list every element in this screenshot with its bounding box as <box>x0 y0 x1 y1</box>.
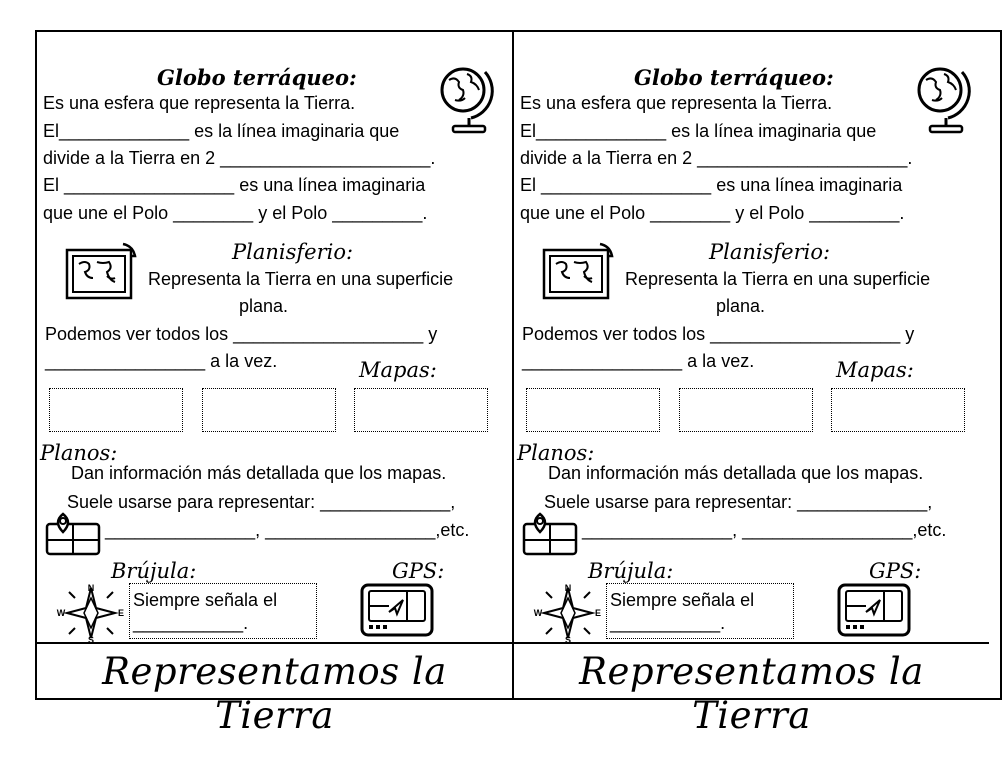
globo-line-3: divide a la Tierra en 2 _____________________. <box>43 148 436 168</box>
mapas-box-3 <box>354 388 488 432</box>
globo-heading: Globo terráqueo: <box>157 65 357 90</box>
gps-device-icon <box>359 582 435 638</box>
planos-line-2: Suele usarse para representar: _____________, <box>544 492 933 512</box>
footer-band <box>37 642 512 737</box>
compass-letter-n: N <box>564 583 572 593</box>
mapas-box-1 <box>49 388 183 432</box>
planisferio-heading: Planisferio: <box>709 240 831 264</box>
planos-heading: Planos: <box>40 441 118 465</box>
planos-line-2: Suele usarse para representar: _____________, <box>67 492 456 512</box>
globo-line-4: El _________________ es una línea imaginaria <box>520 175 903 195</box>
globo-line-5: que une el Polo ________ y el Polo _________. <box>43 203 428 223</box>
compass-letter-n: N <box>87 583 95 593</box>
planisferio-line-4: ________________ a la vez. <box>45 351 278 371</box>
globo-line-5: que une el Polo ________ y el Polo _________. <box>520 203 905 223</box>
mapas-box-1 <box>526 388 660 432</box>
globo-line-2: El_____________ es la línea imaginaria que <box>520 121 877 141</box>
globe-icon <box>435 58 497 140</box>
globo-line-2: El_____________ es la línea imaginaria que <box>43 121 400 141</box>
planos-heading: Planos: <box>517 441 595 465</box>
mapas-box-3 <box>831 388 965 432</box>
compass-icon <box>532 582 604 644</box>
planisferio-heading: Planisferio: <box>232 240 354 264</box>
brujula-line-2: ___________. <box>610 613 726 633</box>
globe-icon <box>912 58 974 140</box>
planisferio-line-1: Representa la Tierra en una superficie <box>625 269 931 289</box>
globo-line-3: divide a la Tierra en 2 _____________________. <box>520 148 913 168</box>
globo-line-4: El _________________ es una línea imaginaria <box>43 175 426 195</box>
brujula-line-1: Siempre señala el <box>610 590 755 610</box>
globo-line-1: Es una esfera que representa la Tierra. <box>43 93 356 113</box>
mapas-box-2 <box>679 388 813 432</box>
gps-device-icon <box>836 582 912 638</box>
map-icon <box>63 238 141 302</box>
globo-heading: Globo terráqueo: <box>634 65 834 90</box>
planisferio-line-3: Podemos ver todos los ___________________ y <box>522 324 915 344</box>
compass-letter-e: E <box>117 608 125 618</box>
city-map-pin-icon <box>43 510 103 556</box>
worksheet-sheet <box>35 30 1002 737</box>
compass-letter-s: S <box>564 635 572 644</box>
brujula-heading: Brújula: <box>588 559 674 583</box>
compass-icon <box>55 582 127 644</box>
worksheet-panel-right <box>512 32 989 737</box>
gps-heading: GPS: <box>869 559 922 583</box>
map-icon <box>540 238 618 302</box>
brujula-line-2: ___________. <box>133 613 249 633</box>
mapas-box-2 <box>202 388 336 432</box>
globo-line-1: Es una esfera que representa la Tierra. <box>520 93 833 113</box>
footer-band <box>514 642 989 737</box>
planos-line-1: Dan información más detallada que los mapas. <box>71 463 447 483</box>
compass-letter-e: E <box>594 608 602 618</box>
planos-line-3: _______________, _________________,etc. <box>582 520 947 540</box>
gps-heading: GPS: <box>392 559 445 583</box>
brujula-heading: Brújula: <box>111 559 197 583</box>
planos-line-1: Dan información más detallada que los mapas. <box>548 463 924 483</box>
planisferio-line-1: Representa la Tierra en una superficie <box>148 269 454 289</box>
compass-letter-w: W <box>533 608 543 618</box>
compass-letter-s: S <box>87 635 95 644</box>
planisferio-line-2: plana. <box>239 296 289 316</box>
planisferio-line-4: ________________ a la vez. <box>522 351 755 371</box>
mapas-heading: Mapas: <box>836 358 914 382</box>
mapas-heading: Mapas: <box>359 358 437 382</box>
footer-title: Representamos la Tierra <box>102 650 447 737</box>
footer-title: Representamos la Tierra <box>579 650 924 737</box>
planos-line-3: _______________, _________________,etc. <box>105 520 470 540</box>
planisferio-line-3: Podemos ver todos los ___________________ y <box>45 324 438 344</box>
city-map-pin-icon <box>520 510 580 556</box>
planisferio-line-2: plana. <box>716 296 766 316</box>
worksheet-panel-left <box>37 32 512 737</box>
compass-letter-w: W <box>56 608 66 618</box>
brujula-line-1: Siempre señala el <box>133 590 278 610</box>
